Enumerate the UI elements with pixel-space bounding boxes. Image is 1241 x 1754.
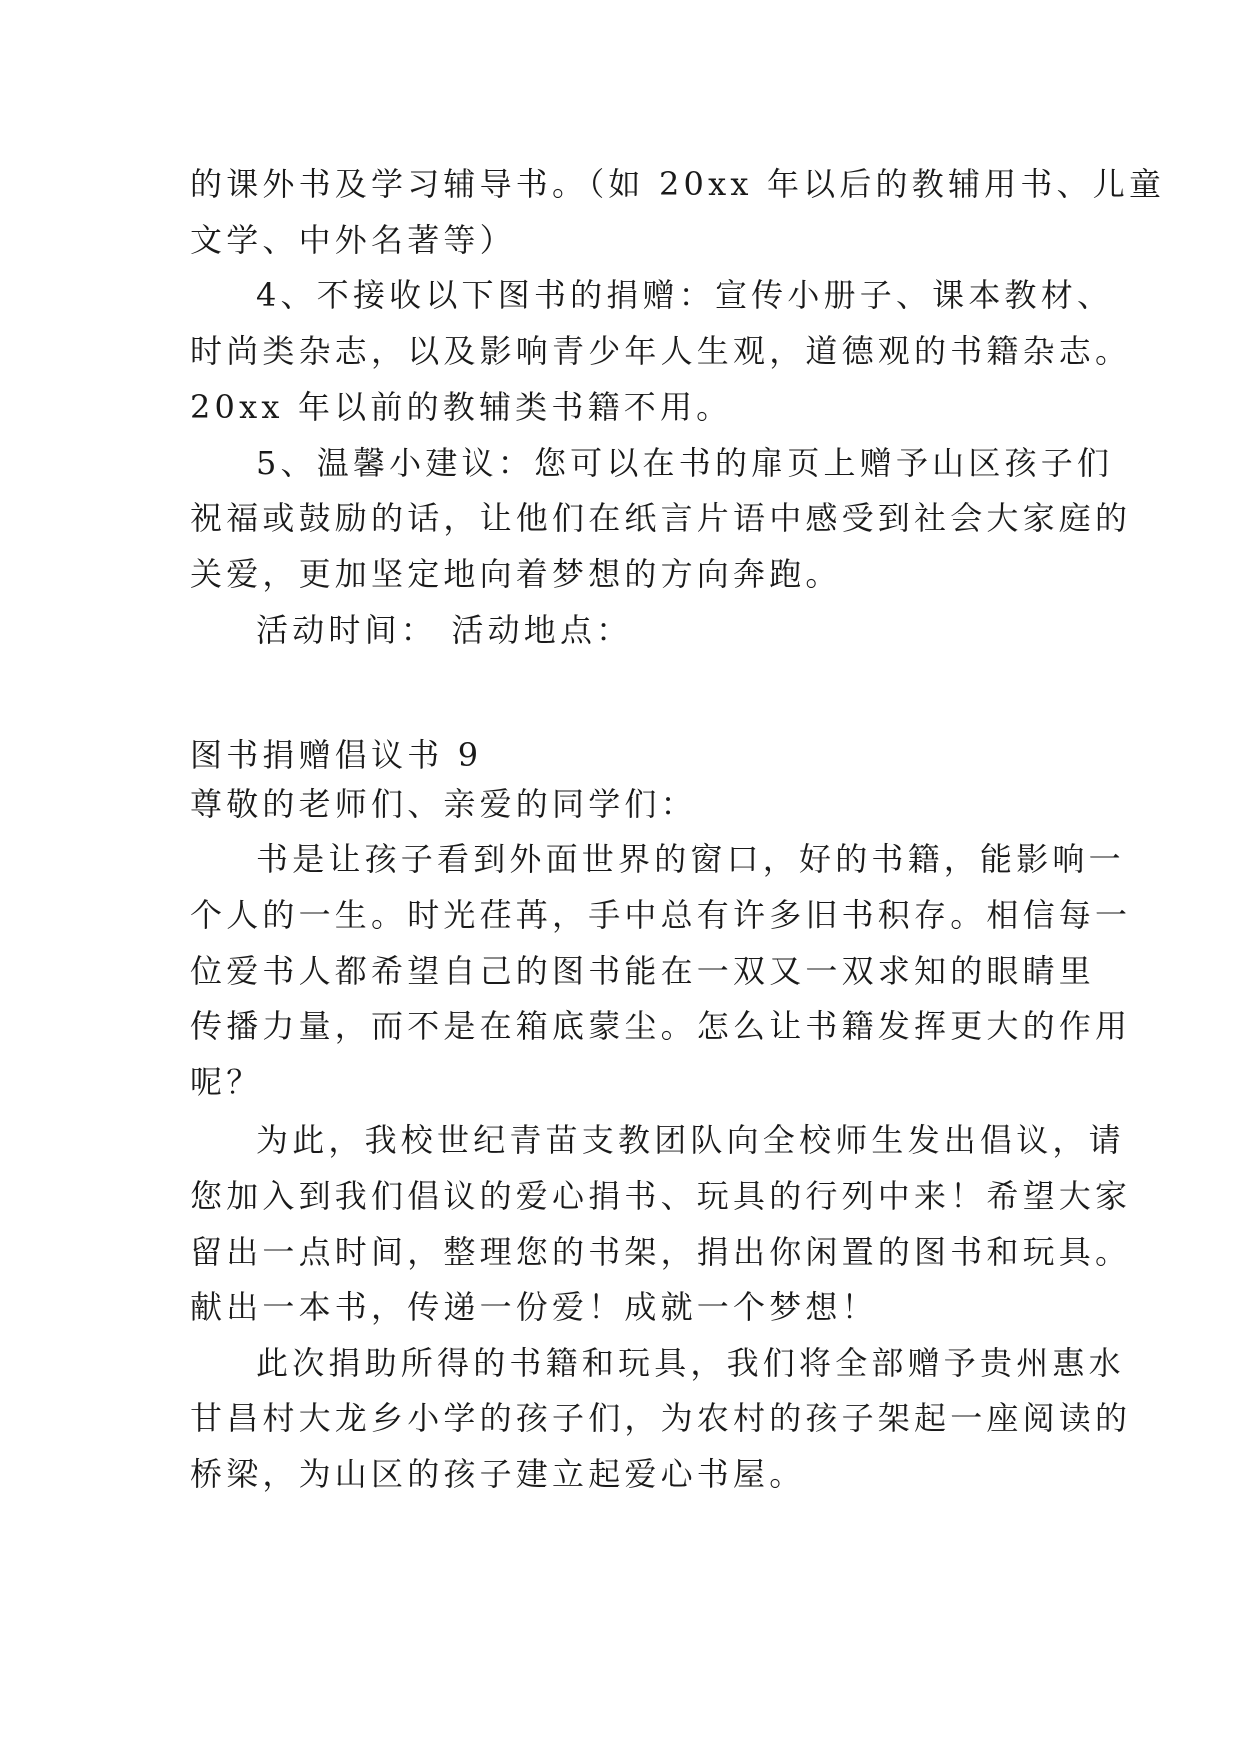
text-line: 书是让孩子看到外面世界的窗口，好的书籍，能影响一: [256, 840, 1125, 878]
text-line: 文学、中外名著等）: [190, 221, 516, 259]
text-line: 的课外书及学习辅导书。（如 20xx 年以后的教辅用书、儿童: [190, 165, 1166, 203]
text-line: 位爱书人都希望自己的图书能在一双又一双求知的眼睛里: [190, 952, 1096, 990]
text-line: 5、温馨小建议：您可以在书的扉页上赠予山区孩子们: [256, 444, 1114, 482]
text-line: 甘昌村大龙乡小学的孩子们，为农村的孩子架起一座阅读的: [190, 1399, 1132, 1437]
text-line: 祝福或鼓励的话，让他们在纸言片语中感受到社会大家庭的: [190, 499, 1132, 537]
text-line: 献出一本书，传递一份爱！成就一个梦想！: [190, 1288, 878, 1326]
section-title: 图书捐赠倡议书 9: [190, 736, 483, 774]
text-line: 您加入到我们倡议的爱心捐书、玩具的行列中来！希望大家: [190, 1177, 1132, 1215]
text-line: 呢？: [190, 1063, 263, 1101]
salutation: 尊敬的老师们、亲爱的同学们：: [190, 785, 697, 823]
text-line: 桥梁，为山区的孩子建立起爱心书屋。: [190, 1455, 806, 1493]
text-line: 4、不接收以下图书的捐赠：宣传小册子、课本教材、: [256, 276, 1114, 314]
text-line: 活动时间： 活动地点：: [256, 611, 633, 649]
text-line: 关爱，更加坚定地向着梦想的方向奔跑。: [190, 555, 842, 593]
text-line: 个人的一生。时光荏苒，手中总有许多旧书积存。相信每一: [190, 896, 1132, 934]
text-line: 时尚类杂志，以及影响青少年人生观，道德观的书籍杂志。: [190, 332, 1132, 370]
text-line: 留出一点时间，整理您的书架，捐出你闲置的图书和玩具。: [190, 1233, 1132, 1271]
text-line: 传播力量，而不是在箱底蒙尘。怎么让书籍发挥更大的作用: [190, 1007, 1132, 1045]
text-line: 为此，我校世纪青苗支教团队向全校师生发出倡议，请: [256, 1121, 1125, 1159]
text-line: 20xx 年以前的教辅类书籍不用。: [190, 388, 733, 426]
text-line: 此次捐助所得的书籍和玩具，我们将全部赠予贵州惠水: [256, 1344, 1125, 1382]
